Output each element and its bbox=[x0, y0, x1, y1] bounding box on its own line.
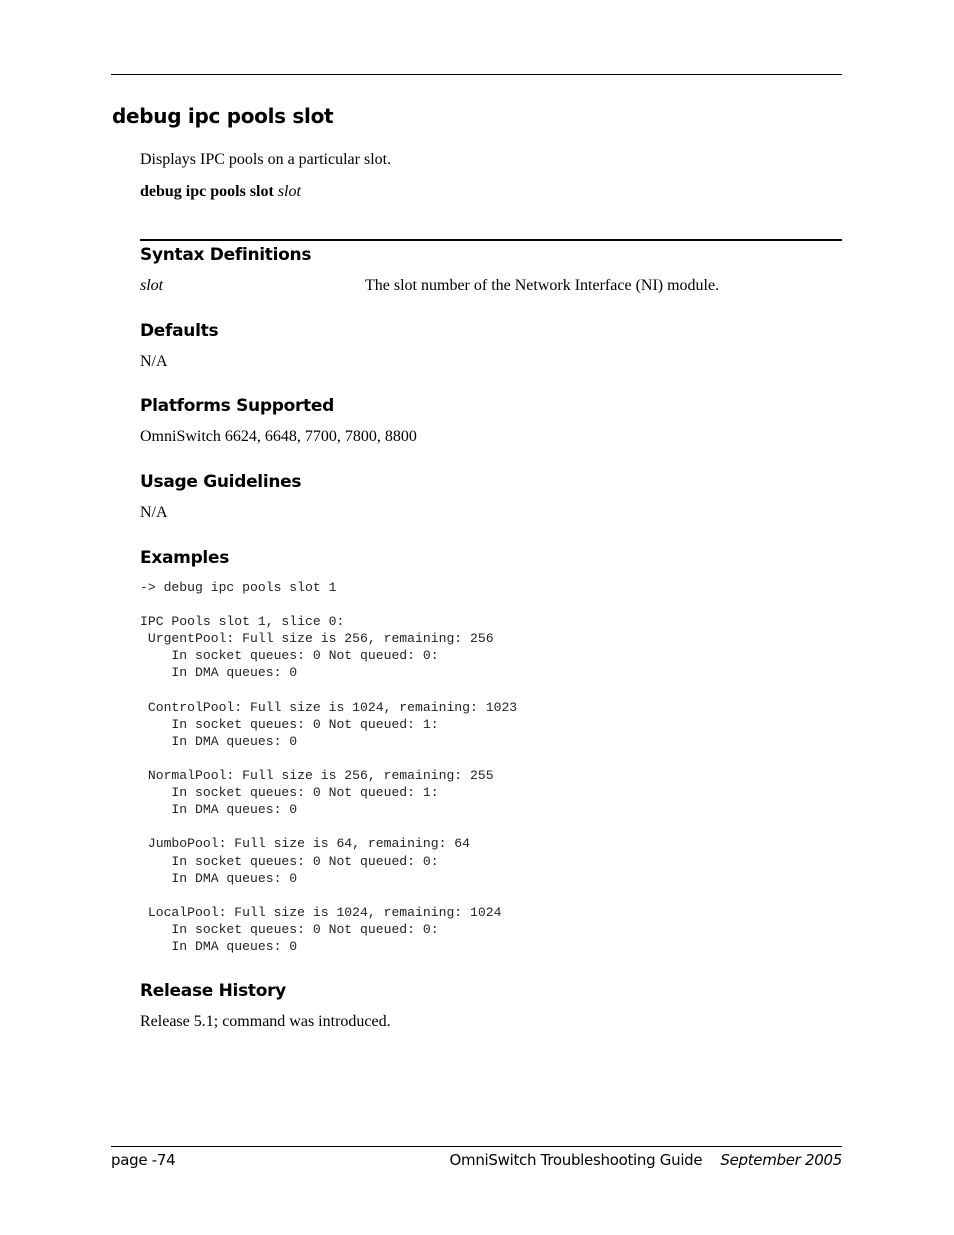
platforms-heading: Platforms Supported bbox=[140, 396, 334, 416]
defaults-heading: Defaults bbox=[140, 321, 219, 341]
defaults-text: N/A bbox=[140, 353, 168, 370]
param-description: The slot number of the Network Interface (NI) module. bbox=[365, 277, 720, 294]
footer-info bbox=[450, 1151, 842, 1169]
syntax-definitions-heading: Syntax Definitions bbox=[140, 245, 312, 265]
platforms-text: OmniSwitch 6624, 6648, 7700, 7800, 8800 bbox=[140, 428, 417, 445]
section-rule bbox=[140, 239, 842, 241]
command-description: Displays IPC pools on a particular slot. bbox=[140, 151, 392, 168]
publication-date: September 2005 bbox=[720, 1151, 842, 1169]
footer-rule bbox=[111, 1146, 842, 1147]
header-rule bbox=[111, 74, 842, 75]
release-history-heading: Release History bbox=[140, 981, 286, 1001]
param-name: slot bbox=[140, 277, 164, 294]
page-title: debug ipc pools slot bbox=[112, 104, 334, 128]
examples-heading: Examples bbox=[140, 548, 230, 568]
page-number: page -74 bbox=[111, 1151, 176, 1169]
syntax-command: debug ipc pools slot bbox=[140, 183, 274, 200]
usage-heading: Usage Guidelines bbox=[140, 472, 302, 492]
guide-title: OmniSwitch Troubleshooting Guide bbox=[449, 1151, 703, 1169]
usage-text: N/A bbox=[140, 504, 168, 521]
command-syntax bbox=[140, 183, 301, 201]
release-history-text: Release 5.1; command was introduced. bbox=[140, 1013, 391, 1030]
syntax-argument: slot bbox=[277, 183, 301, 200]
example-code-block: -> debug ipc pools slot 1 IPC Pools slot 1, slice 0: UrgentPool: Full size is 256, remaining: 256 In socket queues: 0 Not queued: 0: In DMA queues: 0 ControlPool: Full size is 1024, remaining: 1023 In socket queues: 0 Not queued: 1: In DMA queues: 0 NormalPool: Full size is 256, remaining: 255 In socket queues: 0 Not queued: 1: In DMA queues: 0 JumboPool: Full size is 64, remaining: 64 In socket queues: 0 Not queued: 0: In DMA queues: 0 LocalPool: Full size is 1024, remaining: 1024 In socket queues: 0 Not queued: 0: In DMA queues: 0 bbox=[140, 580, 518, 954]
